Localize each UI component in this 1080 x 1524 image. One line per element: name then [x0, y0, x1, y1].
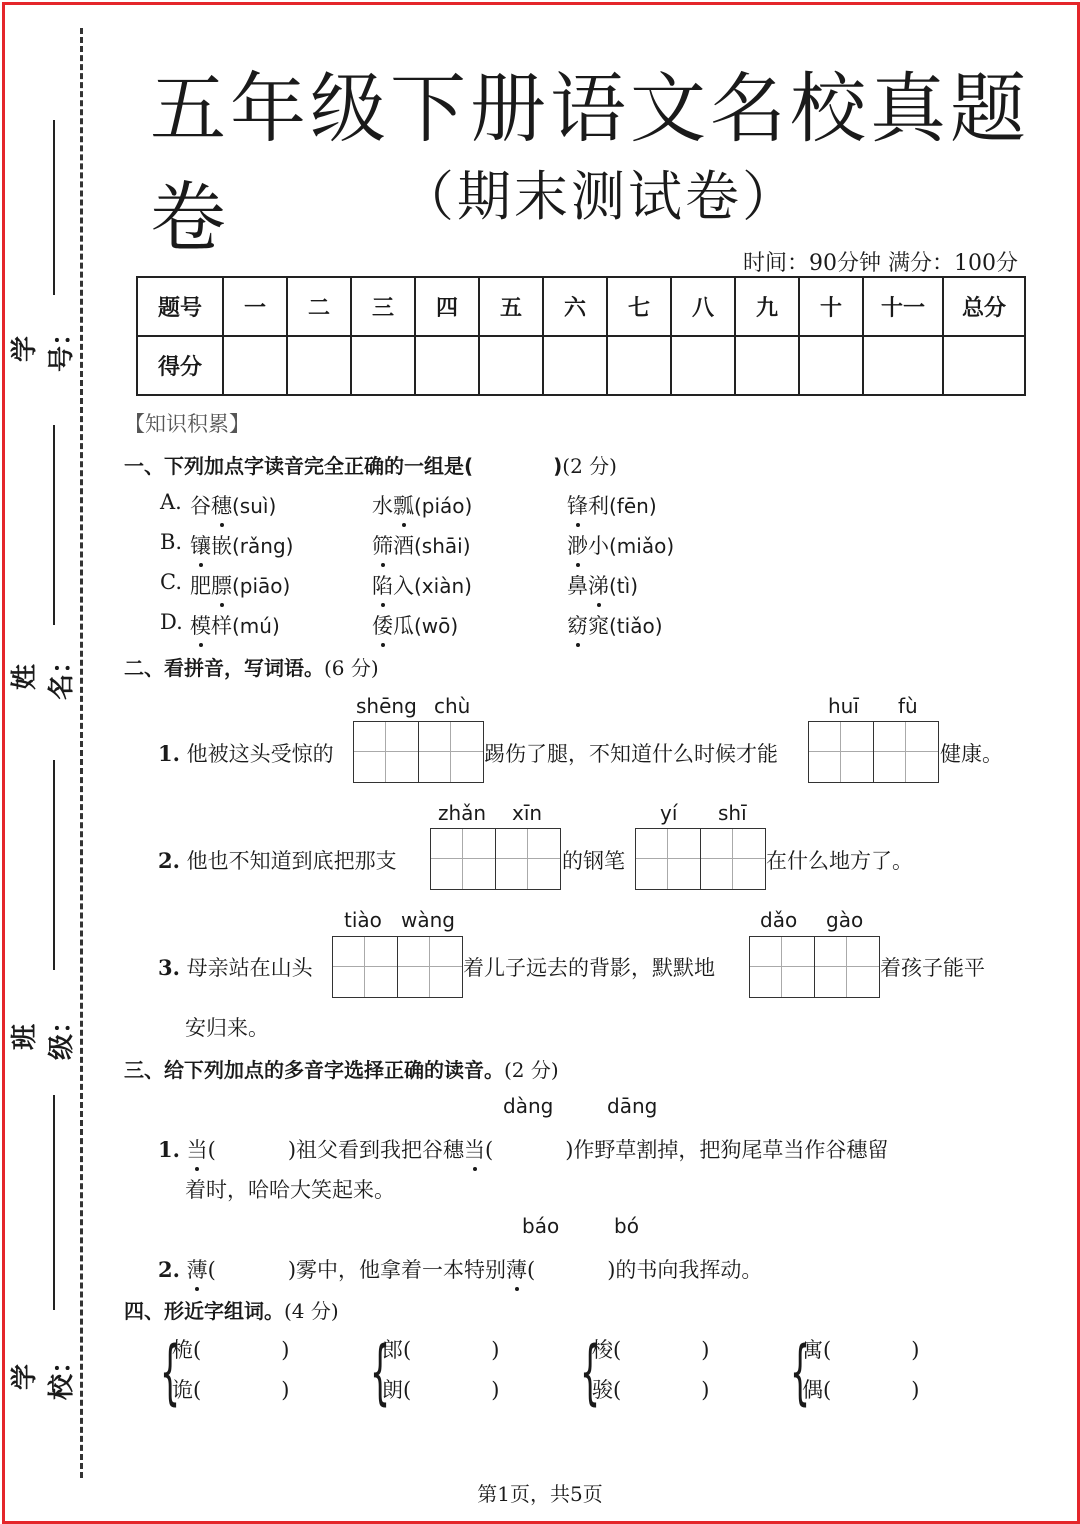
- q4-char: 寓(: [802, 1338, 832, 1362]
- q1-word: [567, 490, 657, 520]
- q4-close: ): [701, 1378, 710, 1402]
- sentence-text: (: [207, 1258, 216, 1282]
- q1-title: [124, 450, 617, 479]
- score-header-cell: 六: [543, 277, 607, 336]
- pinyin: fù: [898, 694, 918, 718]
- page-title: 五年级下册语文名校真题卷: [150, 64, 1030, 262]
- score-header-cell: 七: [607, 277, 671, 336]
- score-input-cell[interactable]: [943, 336, 1025, 395]
- pinyin: (xiàn): [414, 574, 472, 598]
- q3-s1-line2: 着时，哈哈大笑起来。: [185, 1178, 395, 1202]
- class-label: 班级：: [10, 1007, 77, 1060]
- score-row-label: 得分: [137, 336, 223, 395]
- q1-option-letter: B.: [160, 530, 183, 554]
- q2-s2-part-a: [158, 845, 397, 875]
- dotted-char: 薄: [506, 1254, 527, 1284]
- q4-close: ): [911, 1338, 920, 1362]
- sentence-text: (: [527, 1258, 536, 1282]
- q1-title-text: 一、下列加点字读音完全正确的一组是(: [124, 454, 474, 478]
- q4-close: ): [281, 1378, 290, 1402]
- q2-s2-part-b: 的钢笔: [562, 849, 625, 873]
- binding-dashed-line: [80, 28, 83, 1478]
- q1-option-letter: A.: [160, 490, 182, 514]
- q2-points: (6 分): [324, 656, 379, 680]
- score-header-cell: 四: [415, 277, 479, 336]
- pinyin: (shāi): [414, 534, 471, 558]
- character-box[interactable]: [814, 936, 880, 998]
- character-box[interactable]: [332, 936, 398, 998]
- pinyin: chù: [434, 694, 471, 718]
- score-input-cell[interactable]: [543, 336, 607, 395]
- character-box[interactable]: [808, 721, 874, 783]
- dotted-char: 陷: [372, 570, 393, 600]
- dotted-char: 膘: [211, 570, 232, 600]
- score-input-cell[interactable]: [863, 336, 943, 395]
- item-number: 1.: [158, 1137, 180, 1162]
- pinyin: (mú): [232, 614, 280, 638]
- score-input-cell[interactable]: [671, 336, 735, 395]
- character-box[interactable]: [397, 936, 463, 998]
- q3-s2-line1: [158, 1254, 762, 1284]
- character-box[interactable]: [495, 828, 561, 890]
- q4-char: 梭(: [592, 1338, 622, 1362]
- page-subtitle: （期末测试卷）: [400, 165, 799, 228]
- pinyin: yí: [660, 801, 678, 825]
- word-char: 样: [211, 614, 232, 638]
- score-header-cell: 一: [223, 277, 287, 336]
- sentence-text: 他被这头受惊的: [186, 742, 334, 766]
- q4-char: 郎(: [382, 1338, 412, 1362]
- word-char: 酒: [393, 534, 414, 558]
- q2-s3-part-a: [158, 952, 313, 982]
- dotted-char: 模: [190, 610, 211, 640]
- q4-points: (4 分): [284, 1299, 339, 1323]
- dotted-char: 筛: [372, 530, 393, 560]
- word-char: 嵌: [211, 534, 232, 558]
- q4-char: 诡(: [172, 1378, 202, 1402]
- item-number: 2.: [158, 848, 180, 873]
- q1-points: (2 分): [562, 454, 617, 478]
- dotted-char: 窈: [567, 610, 588, 640]
- q1-close: ): [553, 454, 563, 478]
- q1-option-letter: D.: [160, 610, 183, 634]
- sentence-text: )雾中，他拿着一本特别: [287, 1258, 507, 1282]
- score-header-cell: 总分: [943, 277, 1025, 336]
- q1-word: [190, 610, 280, 640]
- word-char: 肥: [190, 574, 211, 598]
- q2-s1-part-c: 健康。: [940, 742, 1003, 766]
- score-input-cell[interactable]: [287, 336, 351, 395]
- q2-s1-part-b: 踢伤了腿，不知道什么时候才能: [484, 742, 778, 766]
- score-table: [136, 276, 1026, 396]
- pinyin: huī: [828, 694, 859, 718]
- word-char: 利: [588, 494, 609, 518]
- q2-s3-part-d: 安归来。: [185, 1016, 269, 1040]
- pinyin: (tì): [609, 574, 639, 598]
- q4-close: ): [281, 1338, 290, 1362]
- q2-title: [124, 652, 379, 681]
- q4-title-text: 四、形近字组词。: [124, 1299, 284, 1323]
- score-input-cell[interactable]: [735, 336, 799, 395]
- q4-word: [382, 1374, 499, 1404]
- score-input-cell[interactable]: [479, 336, 543, 395]
- character-box[interactable]: [873, 721, 939, 783]
- score-header-cell: 八: [671, 277, 735, 336]
- q2-s2-part-c: 在什么地方了。: [766, 849, 913, 873]
- q1-option-letter: C.: [160, 570, 182, 594]
- character-box[interactable]: [430, 828, 496, 890]
- dotted-char: 锋: [567, 490, 588, 520]
- pinyin: (piáo): [414, 494, 473, 518]
- pinyin: shēng: [356, 694, 417, 718]
- score-header-cell: 题号: [137, 277, 223, 336]
- word-char: 入: [393, 574, 414, 598]
- q3-title-text: 三、给下列加点的多音字选择正确的读音。: [124, 1058, 504, 1082]
- score-header-cell: 十一: [863, 277, 943, 336]
- pinyin-option: dàng: [503, 1094, 554, 1118]
- brace-icon: {: [370, 1331, 391, 1413]
- score-header-cell: 二: [287, 277, 351, 336]
- q2-s3-part-b: 着儿子远去的背影，默默地: [463, 956, 715, 980]
- score-input-cell[interactable]: [607, 336, 671, 395]
- sentence-text: (: [485, 1138, 494, 1162]
- score-header-cell: 九: [735, 277, 799, 336]
- word-char: 鼻: [567, 574, 588, 598]
- pinyin: (tiǎo): [609, 614, 663, 638]
- q4-close: ): [491, 1378, 500, 1402]
- score-header-cell: 十: [799, 277, 863, 336]
- character-box[interactable]: [418, 721, 484, 783]
- brace-icon: {: [160, 1331, 181, 1413]
- q4-char: 朗(: [382, 1378, 412, 1402]
- q1-word: [372, 490, 472, 520]
- score-input-cell[interactable]: [351, 336, 415, 395]
- score-input-cell[interactable]: [223, 336, 287, 395]
- pinyin: (piāo): [232, 574, 291, 598]
- brace-icon: {: [790, 1331, 811, 1413]
- q1-word: [372, 610, 458, 640]
- q4-close: ): [491, 1338, 500, 1362]
- score-table-score-row: [137, 336, 1025, 395]
- page-footer: 第1页，共5页: [477, 1482, 603, 1506]
- dotted-char: 穗: [211, 490, 232, 520]
- q2-s3-part-c: 着孩子能平: [880, 956, 985, 980]
- q4-word: [802, 1334, 919, 1364]
- pinyin: (wō): [414, 614, 459, 638]
- score-input-cell[interactable]: [415, 336, 479, 395]
- pinyin: shī: [718, 801, 747, 825]
- pinyin: (suì): [232, 494, 277, 518]
- school-label: 学校：: [10, 1347, 77, 1400]
- name-line: [53, 425, 55, 625]
- q4-word: [592, 1374, 709, 1404]
- sentence-text: 母亲站在山头: [186, 956, 313, 980]
- q2-s1-part-a: [158, 738, 334, 768]
- dotted-char: 薄: [187, 1254, 208, 1284]
- q1-word: [372, 570, 472, 600]
- dotted-char: 涕: [588, 570, 609, 600]
- q1-word: [190, 570, 290, 600]
- q4-word: [592, 1334, 709, 1364]
- pinyin: (fēn): [609, 494, 657, 518]
- q4-title: [124, 1295, 339, 1324]
- brace-icon: {: [580, 1331, 601, 1413]
- character-box[interactable]: [635, 828, 701, 890]
- pinyin: (miǎo): [609, 534, 675, 558]
- dotted-char: 当: [464, 1134, 485, 1164]
- sentence-text: )的书向我挥动。: [607, 1258, 763, 1282]
- character-box[interactable]: [700, 828, 766, 890]
- pinyin: tiào: [344, 908, 382, 932]
- word-char: 窕: [588, 614, 609, 638]
- q4-char: 骏(: [592, 1378, 622, 1402]
- sentence-text: )作野草割掉，把狗尾草当作谷穗留: [565, 1138, 889, 1162]
- q1-word: [567, 610, 663, 640]
- item-number: 3.: [158, 955, 180, 980]
- sentence-text: )祖父看到我把谷穗: [287, 1138, 465, 1162]
- pinyin: (rǎng): [232, 534, 294, 558]
- q4-char: 偶(: [802, 1378, 832, 1402]
- q3-s1-line1: [158, 1134, 888, 1164]
- pinyin: wàng: [401, 908, 455, 932]
- pinyin: xīn: [512, 801, 543, 825]
- q4-char: 桅(: [172, 1338, 202, 1362]
- q1-word: [567, 530, 674, 560]
- q4-word: [172, 1334, 289, 1364]
- q1-word: [372, 530, 471, 560]
- q4-close: ): [701, 1338, 710, 1362]
- word-char: 谷: [190, 494, 211, 518]
- class-line: [53, 760, 55, 970]
- q1-word: [567, 570, 638, 600]
- pinyin-option: báo: [522, 1214, 560, 1238]
- school-line: [53, 1095, 55, 1310]
- item-number: 2.: [158, 1257, 180, 1282]
- word-char: 小: [588, 534, 609, 558]
- q2-title-text: 二、看拼音，写词语。: [124, 656, 324, 680]
- sentence-text: (: [207, 1138, 216, 1162]
- dotted-char: 瓢: [393, 490, 414, 520]
- q4-word: [172, 1374, 289, 1404]
- q1-word: [190, 490, 276, 520]
- pinyin-option: dāng: [607, 1094, 658, 1118]
- character-box[interactable]: [353, 721, 419, 783]
- q3-points: (2 分): [504, 1058, 559, 1082]
- section-tag: 【知识积累】: [124, 412, 250, 436]
- score-header-cell: 五: [479, 277, 543, 336]
- score-table-header-row: [137, 277, 1025, 336]
- dotted-char: 渺: [567, 530, 588, 560]
- q4-close: ): [911, 1378, 920, 1402]
- q3-title: [124, 1054, 559, 1083]
- dotted-char: 当: [187, 1134, 208, 1164]
- student-id-line: [53, 120, 55, 295]
- word-char: 水: [372, 494, 393, 518]
- score-input-cell[interactable]: [799, 336, 863, 395]
- character-box[interactable]: [749, 936, 815, 998]
- pinyin: zhǎn: [438, 801, 487, 825]
- name-label: 姓名：: [10, 647, 77, 700]
- dotted-char: 镶: [190, 530, 211, 560]
- dotted-char: 倭: [372, 610, 393, 640]
- pinyin: gào: [826, 908, 864, 932]
- q1-word: [190, 530, 293, 560]
- score-header-cell: 三: [351, 277, 415, 336]
- word-char: 瓜: [393, 614, 414, 638]
- q4-word: [802, 1374, 919, 1404]
- exam-meta: 时间：90分钟 满分：100分: [743, 251, 1018, 276]
- item-number: 1.: [158, 741, 180, 766]
- pinyin: dǎo: [760, 908, 798, 932]
- q4-word: [382, 1334, 499, 1364]
- pinyin-option: bó: [614, 1214, 639, 1238]
- student-id-label: 学号：: [10, 319, 77, 372]
- sentence-text: 他也不知道到底把那支: [186, 849, 397, 873]
